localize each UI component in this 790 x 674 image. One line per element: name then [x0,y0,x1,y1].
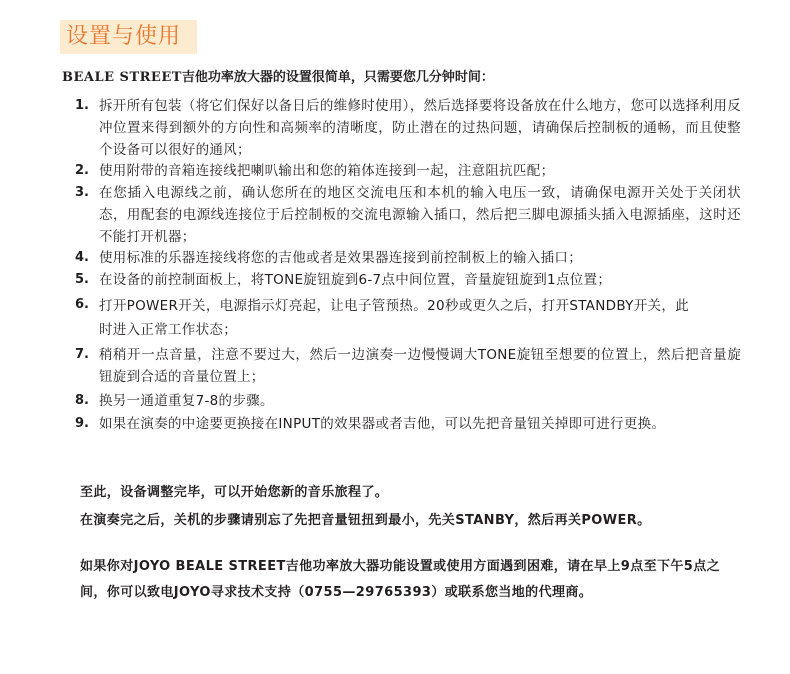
step-number: 6. [75,297,89,312]
step-number: 3. [75,185,89,200]
step-text: 使用附带的音箱连接线把喇叭输出和您的箱体连接到一起，注意阻抗匹配； [99,163,555,179]
page-title: 设置与使用 [66,24,182,49]
step-text: 打开POWER开关，电源指示灯亮起，让电子管预热。20秒或更久之后，打开STANDBY开关，此时进入正常工作状态； [99,298,689,338]
step-text: 在您插入电源线之前，确认您所在的地区交流电压和本机的输入电压一致，请确保电源开关处于关闭状态，用配套的电源线连接位于后控制板的交流电源输入插口，然后把三脚电源插头插入电源插座，这时还不能打开机器； [99,185,741,245]
intro-line [62,69,494,87]
step-number: 1. [75,98,89,113]
intro-text: 吉他功率放大器的设置很简单，只需要您几分钟时间： [181,70,494,85]
step-text: 拆开所有包装（将它们保好以备日后的维修时使用），然后选择要将设备放在什么地方，您可以选择利用反冲位置来得到额外的方向性和高频率的清晰度，防止潜在的过热问题，请确保后控制板的通畅，而且使整个设备可以很好的通风； [99,98,741,158]
step-text: 稍稍开一点音量，注意不要过大，然后一边演奏一边慢慢调大TONE旋钮至想要的位置上，然后把音量旋钮旋到合适的音量位置上； [99,347,741,385]
brand-name: BEALE STREET [62,70,182,85]
closing-line-1: 至此，设备调整完毕，可以开始您新的音乐旅程了。 [80,485,389,500]
step-number: 9. [75,416,89,431]
step-number: 4. [75,250,89,265]
step-text: 如果在演奏的中途要更换接在INPUT的效果器或者吉他，可以先把音量钮关掉即可进行更换。 [99,416,666,432]
closing-line-3: 如果你对JOYO BEALE STREET吉他功率放大器功能设置或使用方面遇到困难，请在早上9点至下午5点之间，你可以致电JOYO寻求技术支持（0755—29765393）或联系您当地的代理商。 [80,559,721,600]
step-text: 换另一通道重复7-8的步骤。 [99,393,274,409]
step-number: 2. [75,163,89,178]
step-text: 使用标准的乐器连接线将您的吉他或者是效果器连接到前控制板上的输入插口； [99,250,582,266]
step-number: 8. [75,393,89,408]
step-number: 7. [75,347,89,362]
step-text: 在设备的前控制面板上，将TONE旋钮旋到6-7点中间位置，音量旋钮旋到1点位置； [99,272,612,288]
step-number: 5. [75,272,89,287]
closing-line-2: 在演奏完之后，关机的步骤请别忘了先把音量钮扭到最小，先关STANBY，然后再关POWER。 [80,513,651,528]
